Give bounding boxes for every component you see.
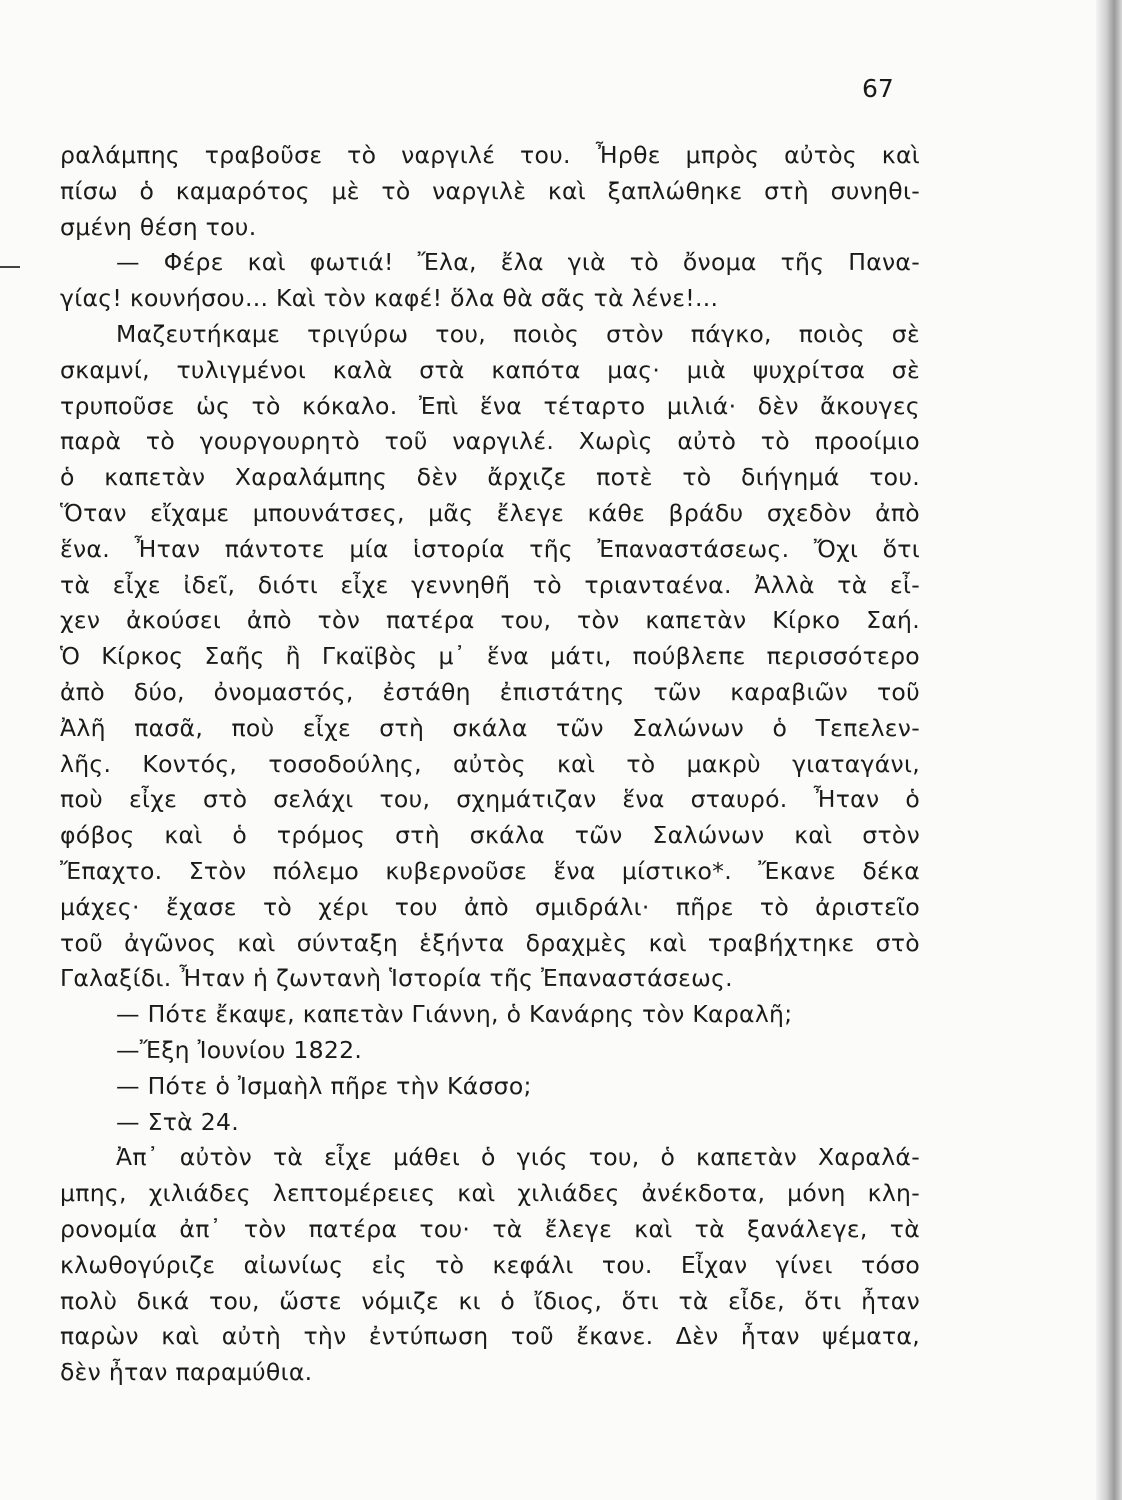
body-text [60,138,920,1391]
text-line: Ἀλῆ πασᾶ, ποὺ εἶχε στὴ σκάλα τῶν Σαλώνων ὁ Τεπελεν- [60,713,920,742]
text-line: ποὺ εἶχε στὸ σελάχι του, σχημάτιζαν ἕνα σταυρό. Ἦταν ὁ [60,785,920,814]
text-line: πίσω ὁ καμαρότος μὲ τὸ ναργιλὲ καὶ ξαπλώθηκε στὴ συνηθι- [60,176,920,205]
text-line: Μαζευτήκαμε τριγύρω του, ποιὸς στὸν πάγκο, ποιὸς σὲ [116,319,920,348]
text-line: Γαλαξίδι. Ἦταν ἡ ζωντανὴ Ἱστορία τῆς Ἐπαναστάσεως. [60,964,733,993]
text-line: ρονομία ἀπ᾽ τὸν πατέρα του· τὰ ἔλεγε καὶ τὰ ξανάλεγε, τὰ [60,1214,920,1243]
text-line: Ὅταν εἴχαμε μπουνάτσες, μᾶς ἔλεγε κάθε βράδυ σχεδὸν ἀπὸ [60,498,920,527]
text-line: ραλάμπης τραβοῦσε τὸ ναργιλέ του. Ἦρθε μπρὸς αὐτὸς καὶ [60,141,920,169]
text-line: ἕνα. Ἦταν πάντοτε μία ἱστορία τῆς Ἐπαναστάσεως. Ὄχι ὅτι [60,534,920,563]
text-line: —Ἔξη Ἰουνίου 1822. [116,1035,363,1064]
page-edge-shadow [1096,0,1122,1500]
text-line: — Πότε ὁ Ἰσμαὴλ πῆρε τὴν Κάσσο; [116,1071,532,1100]
text-line: λῆς. Κοντός, τοσοδούλης, αὐτὸς καὶ τὸ μακρὺ γιαταγάνι, [60,749,920,778]
text-line: μπης, χιλιάδες λεπτομέρειες καὶ χιλιάδες ἀνέκδοτα, μόνη κλη- [60,1179,920,1208]
text-line: — Στὰ 24. [116,1107,239,1136]
text-line: Ἀπ᾽ αὐτὸν τὰ εἶχε μάθει ὁ γιός του, ὁ καπετὰν Χαραλά- [116,1143,920,1172]
text-line: πολὺ δικά του, ὥστε νόμιζε κι ὁ ἴδιος, ὅτι τὰ εἶδε, ὅτι ἦταν [60,1286,920,1315]
text-line: τὰ εἶχε ἰδεῖ, διότι εἶχε γεννηθῆ τὸ τριανταένα. Ἀλλὰ τὰ εἶ- [60,570,920,599]
text-line: τοῦ ἀγῶνος καὶ σύνταξη ἑξήντα δραχμὲς καὶ τραβήχτηκε στὸ [60,928,920,957]
text-line: μάχες· ἔχασε τὸ χέρι του ἀπὸ σμιδράλι· πῆρε τὸ ἀριστεῖο [60,892,920,921]
text-line: φόβος καὶ ὁ τρόμος στὴ σκάλα τῶν Σαλώνων καὶ στὸν [60,821,920,850]
text-line: κλωθογύριζε αἰωνίως εἰς τὸ κεφάλι του. Εἶχαν γίνει τόσο [60,1250,920,1279]
text-line: παρὰ τὸ γουργουρητὸ τοῦ ναργιλέ. Χωρὶς αὐτὸ τὸ προοίμιο [60,427,920,456]
margin-mark [0,266,20,268]
text-line: τρυποῦσε ὡς τὸ κόκαλο. Ἐπὶ ἕνα τέταρτο μιλιά· δὲν ἄκουγες [60,391,920,420]
text-line: χεν ἀκούσει ἀπὸ τὸν πατέρα του, τὸν καπετὰν Κίρκο Σαή. [60,606,920,635]
text-line: ὁ καπετὰν Χαραλάμπης δὲν ἄρχιζε ποτὲ τὸ διήγημά του. [60,463,920,492]
text-line: — Φέρε καὶ φωτιά! Ἔλα, ἔλα γιὰ τὸ ὄνομα τῆς Πανα- [116,248,920,277]
text-line: παρὼν καὶ αὐτὴ τὴν ἐντύπωση τοῦ ἔκανε. Δὲν ἦταν ψέματα, [60,1322,920,1351]
text-line: γίας! κουνήσου... Καὶ τὸν καφέ! ὅλα θὰ σᾶς τὰ λένε!... [60,284,719,313]
text-line: δὲν ἦταν παραμύθια. [60,1358,313,1387]
page-number: 67 [862,74,894,103]
text-line: — Πότε ἔκαψε, καπετὰν Γιάννη, ὁ Κανάρης τὸν Καραλῆ; [116,1000,793,1029]
text-line: σκαμνί, τυλιγμένοι καλὰ στὰ καπότα μας· μιὰ ψυχρίτσα σὲ [60,355,920,384]
text-line: Ἔπαχτο. Στὸν πόλεμο κυβερνοῦσε ἕνα μίστικο*. Ἔκανε δέκα [60,856,920,885]
text-line: Ὁ Κίρκος Σαῆς ἢ Γκαϊβὸς μ᾽ ἕνα μάτι, πούβλεπε περισσότερο [60,642,920,671]
text-line: ἀπὸ δύο, ὀνομαστός, ἐστάθη ἐπιστάτης τῶν καραβιῶν τοῦ [60,677,920,706]
text-line: σμένη θέση του. [60,212,257,241]
